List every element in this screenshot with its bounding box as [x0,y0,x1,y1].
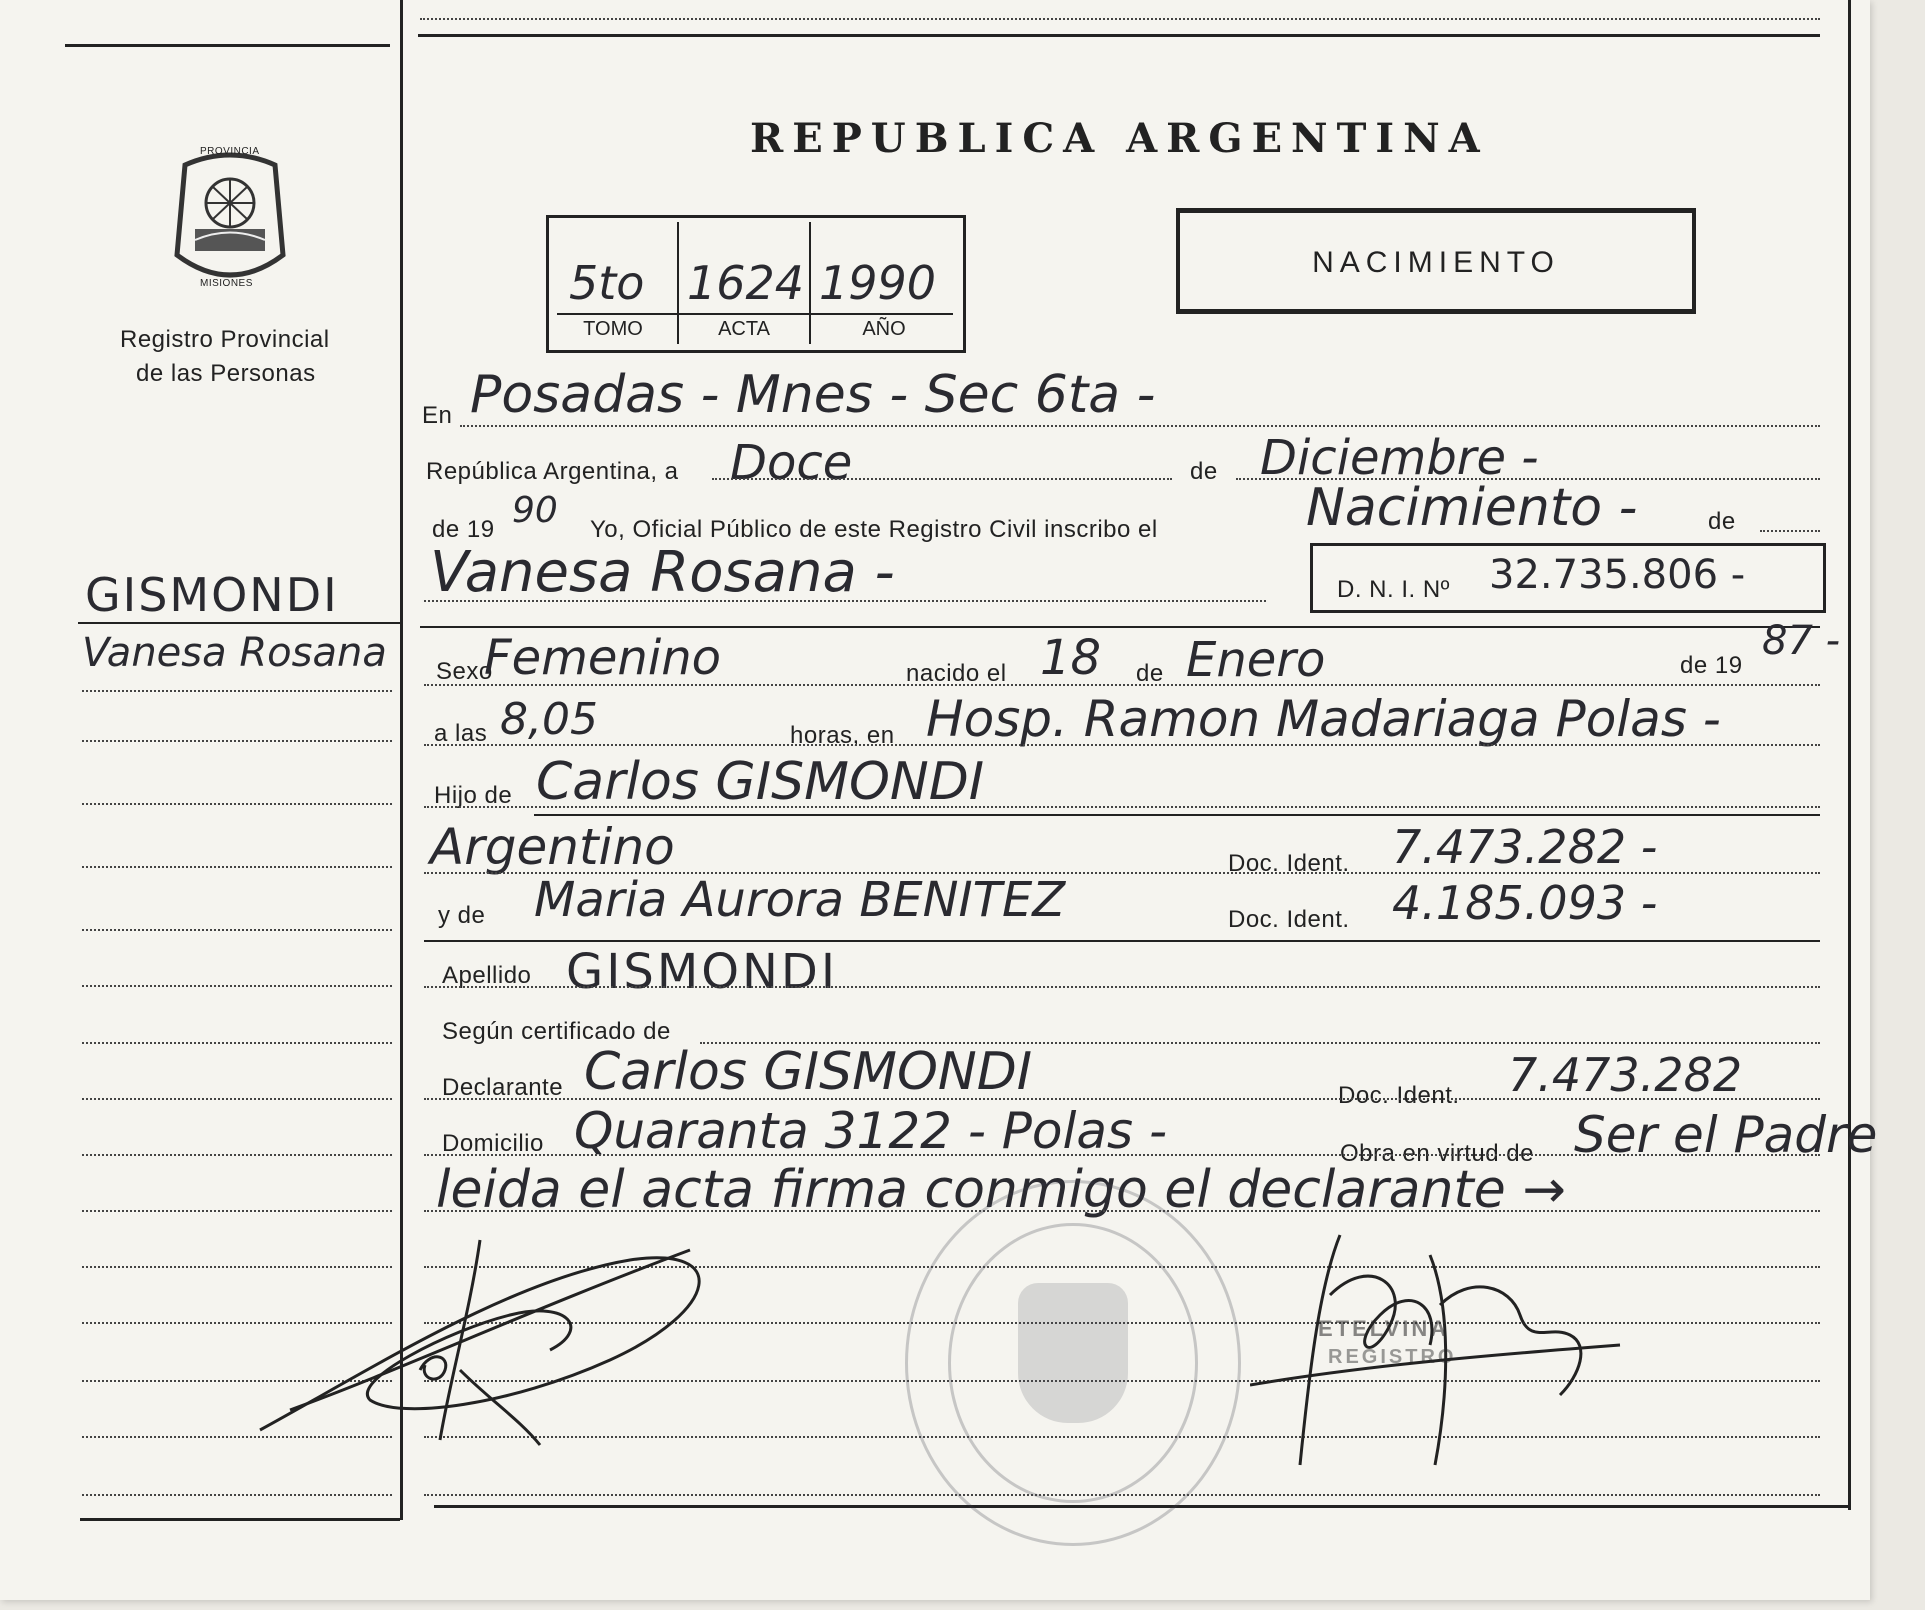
bottom-rule-left [80,1518,400,1521]
doc-ident-label: Doc. Ident. [1338,1082,1460,1109]
act-type-value: Nacimiento - [1306,478,1638,538]
declarante-label: Declarante [442,1074,564,1101]
en-label: En [422,402,453,429]
section-rule [534,814,1820,816]
declarante-name-value: Carlos GISMONDI [584,1042,1033,1102]
closing-statement-value: leida el acta firma conmigo el declarante → [436,1160,1566,1220]
declarante-doc-value: 7.473.282 [1508,1048,1743,1102]
segun-label: Según certificado de [442,1018,671,1045]
margin-names: Vanesa Rosana [82,630,387,676]
dni-value: 32.735.806 - [1489,552,1746,598]
provincial-seal-icon [165,145,295,295]
dotted-line [712,478,1172,480]
father-doc-value: 7.473.282 - [1392,820,1658,874]
right-border [1848,0,1851,1510]
margin-dotted-line [82,1154,392,1156]
hour-value: 8,05 [500,694,598,745]
de-label: de [1708,508,1736,535]
dotted-line [424,1098,1820,1100]
father-name-value: Carlos GISMONDI [536,752,985,812]
obra-label: Obra en virtud de [1340,1140,1534,1167]
de-label: de [1136,660,1164,687]
dotted-line [1760,530,1820,532]
anio-label: AÑO [862,318,906,340]
dotted-line [424,744,1820,746]
official-seal-icon [905,1180,1241,1546]
doc-ident-label: Doc. Ident. [1228,906,1350,933]
month-value: Diciembre - [1260,430,1539,486]
dotted-line [424,806,1820,808]
sexo-label: Sexo [436,658,493,685]
tomo-label: TOMO [583,318,643,340]
box-inner-rule [557,313,953,315]
yo-statement: Yo, Oficial Público de este Registro Civil inscribo el [590,516,1158,543]
section-rule [424,940,1820,942]
place-value: Posadas - Mnes - Sec 6ta - [470,365,1156,425]
top-rule-left [65,44,390,47]
top-rule-right [418,34,1820,37]
birth-month-value: Enero [1186,632,1326,688]
country-title: REPUBLICA ARGENTINA [750,115,1489,162]
acta-label: ACTA [718,318,770,340]
record-number-box [546,215,966,353]
birth-place-value: Hosp. Ramon Madariaga Polas - [926,690,1721,748]
registry-name-line1: Registro Provincial [120,326,330,353]
republica-label: República Argentina, a [426,458,679,485]
official-stamp [1318,1316,1598,1376]
official-stamp-line1: ETELVINA [1318,1316,1450,1341]
a-las-label: a las [434,720,488,747]
year-value: 90 [512,490,558,531]
declarant-signature-icon [250,1220,750,1460]
year-prefix: de 19 [432,516,495,543]
horas-label: horas, en [790,722,895,749]
margin-dotted-line [82,1210,392,1212]
margin-surname: GISMONDI [85,568,339,622]
record-type-label: NACIMIENTO [1312,246,1560,279]
official-seal-emblem-icon [1018,1283,1128,1423]
margin-dotted-line [82,690,392,692]
acta-value: 1624 [687,256,805,310]
mother-doc-value: 4.185.093 - [1392,876,1658,930]
domicilio-label: Domicilio [442,1130,544,1157]
dotted-line [424,986,1820,988]
seal-bottom-text: MISIONES [200,278,253,289]
margin-dotted-line [82,1494,392,1496]
day-value: Doce [730,435,853,491]
dotted-line [460,425,1820,427]
hijo-label: Hijo de [434,782,513,809]
sexo-value: Femenino [484,630,721,686]
dni-box [1310,543,1826,613]
domicilio-value: Quaranta 3122 - Polas - [574,1102,1168,1160]
apellido-label: Apellido [442,962,532,989]
margin-dotted-line [82,803,392,805]
dotted-line [424,684,1820,686]
father-nationality-value: Argentino [430,818,675,876]
section-rule [420,626,1820,628]
dotted-line [424,1154,1820,1156]
y-de-label: y de [438,902,486,929]
anio-value: 1990 [819,256,937,310]
dni-label: D. N. I. Nº [1337,576,1450,603]
seal-top-text: PROVINCIA [200,146,260,157]
margin-dotted-line [82,1098,392,1100]
margin-rule [78,622,400,624]
obra-value: Ser el Padre [1574,1106,1878,1164]
margin-dotted-line [82,740,392,742]
doc-ident-label: Doc. Ident. [1228,850,1350,877]
official-stamp-line2: REGISTRO [1328,1346,1457,1368]
margin-dotted-line [82,929,392,931]
birth-year-prefix: de 19 [1680,652,1743,679]
margin-dotted-line [82,1042,392,1044]
birth-year-value: 87 - [1762,618,1841,664]
mother-name-value: Maria Aurora BENITEZ [534,872,1066,928]
de-label: de [1190,458,1218,485]
registry-name-line2: de las Personas [136,360,316,387]
top-dotted-line [420,18,1820,20]
margin-dotted-line [82,985,392,987]
tomo-value: 5to [569,256,645,310]
dotted-line [424,600,1266,602]
margin-dotted-line [82,866,392,868]
birth-day-value: 18 [1040,630,1102,686]
nacido-label: nacido el [906,660,1007,687]
record-type-box [1176,208,1696,314]
child-name-value: Vanesa Rosana - [430,540,895,605]
apellido-value: GISMONDI [566,944,839,1000]
